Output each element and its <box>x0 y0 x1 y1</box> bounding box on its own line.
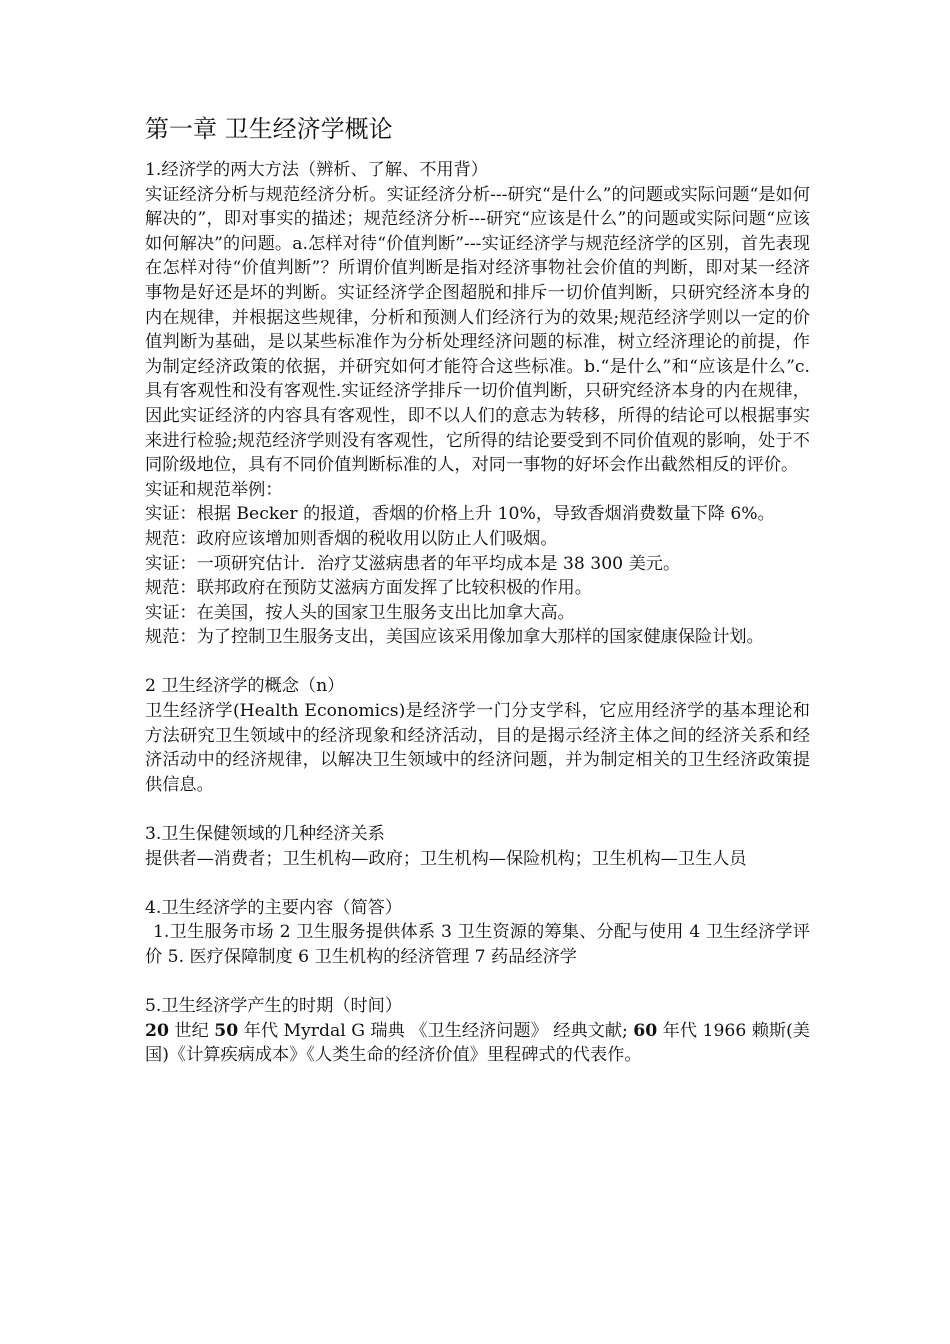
examples-label: 实证和规范举例： <box>145 479 283 500</box>
section-5-heading: 5.卫生经济学产生的时期（时间） <box>145 996 403 1017</box>
section-1-body: 实证经济分析与规范经济分析。实证经济分析---研究“是什么”的问题或实际问题“是如何解决的”，即对事实的描述；规范经济分析---研究“应该是什么”的问题或实际问题“应该如何解决”的问题。a.怎样对待“价值判断”---实证经济学与规范经济学的区别，首先表现在怎样对待“价值判断”？所谓价值判断是指对经济事物社会价值的判断，即对某一经济事物是好还是坏的判断。实证经济学企图超脱和排斥一切价值判断，只研究经济本身的内在规律，并根据这些规律，分析和预测人们经济行为的效果;规范经济学则以一定的价值判断为基础，是以某些标准作为分析处理经济问题的标准，树立经济理论的前提，作为制定经济政策的依据，并研究如何才能符合这些标准。b.“是什么”和“应该是什么”c.具有客观性和没有客观性.实证经济学排斥一切价值判断，只研究经济本身的内在规律，因此实证经济的内容具有客观性，即不以人们的意志为转移，所得的结论可以根据事实来进行检验;规范经济学则没有客观性，它所得的结论要受到不同价值观的影响，处于不同阶级地位，具有不同价值判断标准的人，对同一事物的好坏会作出截然相反的评价。 <box>145 184 810 476</box>
section-1-heading: 1.经济学的两大方法（辨析、了解、不用背） <box>145 160 488 180</box>
example-line: 实证：在美国，按人头的国家卫生服务支出比加拿大高。 <box>145 602 575 623</box>
spacer <box>145 650 810 675</box>
bold-decade: 60 <box>633 1020 658 1041</box>
section-2-body: 卫生经济学(Health Economics)是经济学一门分支学科，它应用经济学的基本理论和方法研究卫生领域中的经济现象和经济活动，目的是揭示经济主体之间的经济关系和经济活动中的经济规律，以解决卫生领域中的经济问题，并为制定相关的卫生经济政策提供信息。 <box>145 701 810 795</box>
section-2-heading: 2 卫生经济学的概念（n） <box>145 676 345 697</box>
example-line: 规范：为了控制卫生服务支出，美国应该采用像加拿大那样的国家健康保险计划。 <box>145 627 764 648</box>
body-text: 年代 1966 赖斯(美国)《计算疾病成本》《人类生命的经济价值》里程碑式的代表作。 <box>145 1020 810 1066</box>
spacer <box>145 871 810 896</box>
section-3-heading: 3.卫生保健领域的几种经济关系 <box>145 824 385 845</box>
section-3-body: 提供者—消费者；卫生机构—政府；卫生机构—保险机构；卫生机构—卫生人员 <box>145 848 747 869</box>
example-line: 规范：联邦政府在预防艾滋病方面发挥了比较积极的作用。 <box>145 578 592 599</box>
chapter-title: 第一章 卫生经济学概论 <box>145 115 393 143</box>
section-4-heading: 4.卫生经济学的主要内容（简答） <box>145 897 403 918</box>
example-line: 实证：根据 Becker 的报道，香烟的价格上升 10%，导致香烟消费数量下降 6%。 <box>145 504 775 525</box>
section-5-body <box>145 1019 810 1068</box>
example-line: 实证：一项研究估计．治疗艾滋病患者的年平均成本是 38 300 美元。 <box>145 553 681 574</box>
document-page <box>145 112 810 1068</box>
spacer <box>145 797 810 822</box>
body-text: 世纪 <box>168 1020 215 1041</box>
bold-century: 20 <box>145 1020 169 1041</box>
bold-decade: 50 <box>214 1020 239 1041</box>
example-line: 规范：政府应该增加则香烟的税收用以防止人们吸烟。 <box>145 528 558 549</box>
spacer <box>145 970 810 995</box>
section-4-body: 1.卫生服务市场 2 卫生服务提供体系 3 卫生资源的筹集、分配与使用 4 卫生经济学评价 5. 医疗保障制度 6 卫生机构的经济管理 7 药品经济学 <box>145 922 810 967</box>
body-text: 年代 Myrdal G 瑞典 《卫生经济问题》 经典文献; <box>238 1020 634 1041</box>
